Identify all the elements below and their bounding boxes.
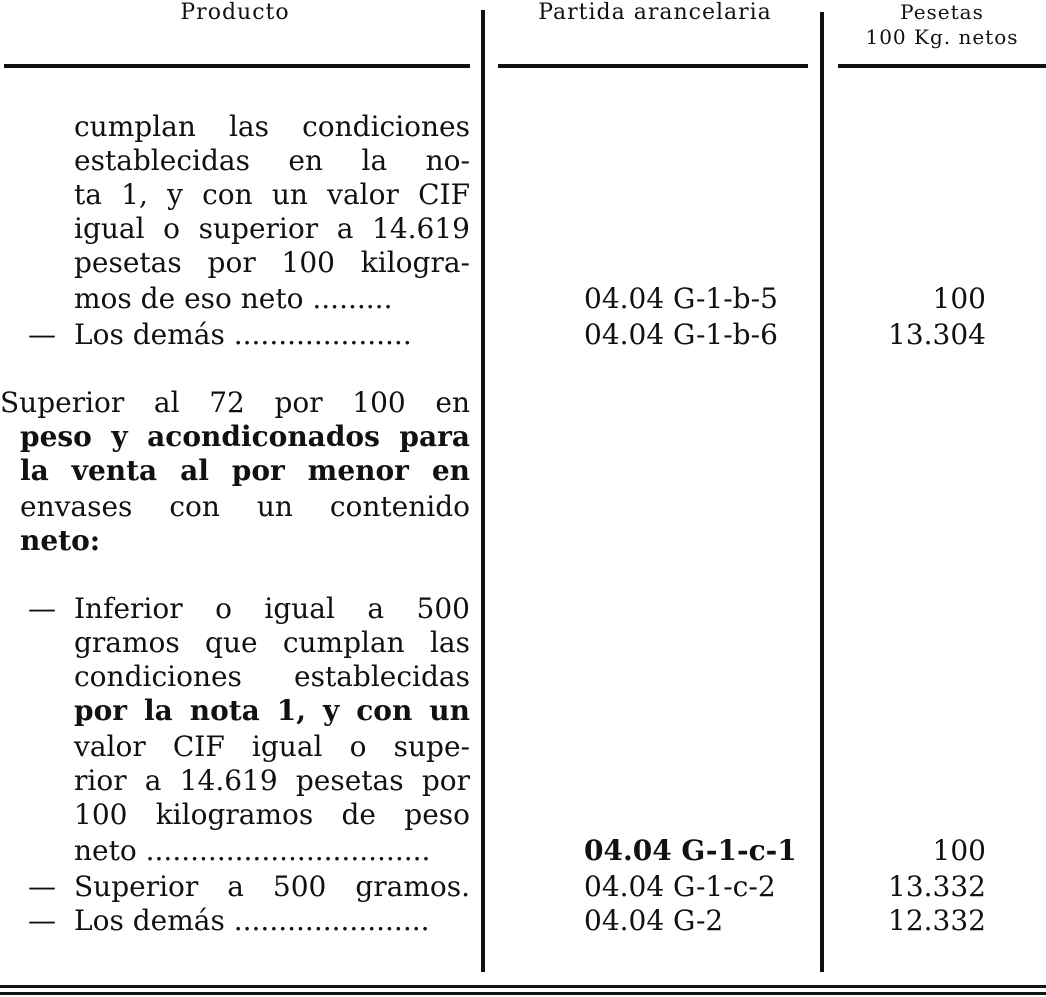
- column-header-partida: Partida arancelaria: [538, 0, 772, 25]
- text-line: Superior al 72 por 100 en: [0, 386, 470, 419]
- text-line: mos de eso neto .........: [74, 282, 393, 315]
- text-line: neto ................................: [74, 834, 431, 867]
- header-rule-pesetas: [838, 64, 1046, 68]
- partida-code: 04.04 G-1-c-1: [584, 834, 797, 867]
- partida-code: 04.04 G-1-c-2: [584, 870, 776, 903]
- bottom-rule-bottom: [0, 992, 1046, 995]
- text-line: peso y acondiconados para: [20, 420, 470, 453]
- text-line: Inferior o igual a 500: [74, 592, 470, 625]
- dash-bullet: —: [28, 904, 56, 937]
- text-line: por la nota 1, y con un: [74, 694, 470, 727]
- text-line: la venta al por menor en: [20, 454, 470, 487]
- header-rule-producto: [4, 64, 470, 68]
- bottom-rule-top: [0, 985, 1046, 988]
- column-divider-1: [481, 10, 485, 972]
- price-value: 100: [932, 282, 986, 315]
- price-value: 12.332: [888, 904, 986, 937]
- dash-bullet: —: [28, 870, 56, 903]
- text-line: 100 kilogramos de peso: [74, 798, 470, 831]
- column-header-producto: Producto: [180, 0, 290, 25]
- dash-bullet: —: [28, 318, 56, 351]
- text-line: Los demás ......................: [74, 904, 430, 937]
- pesetas-line-2: 100 Kg. netos: [865, 25, 1019, 49]
- text-line: neto:: [20, 524, 101, 557]
- column-header-pesetas: [838, 0, 1046, 50]
- text-line: Superior a 500 gramos.: [74, 870, 470, 903]
- text-line: valor CIF igual o supe-: [74, 730, 470, 763]
- pesetas-line-1: Pesetas: [900, 0, 984, 24]
- header-rule-partida: [498, 64, 808, 68]
- text-line: gramos que cumplan las: [74, 626, 470, 659]
- text-line: rior a 14.619 pesetas por: [74, 764, 470, 797]
- column-divider-2: [820, 12, 824, 972]
- text-line: envases con un contenido: [20, 490, 470, 523]
- partida-code: 04.04 G-1-b-5: [584, 282, 778, 315]
- price-value: 13.304: [888, 318, 986, 351]
- text-line: cumplan las condiciones: [74, 110, 470, 143]
- text-line: ta 1, y con un valor CIF: [74, 178, 470, 211]
- partida-code: 04.04 G-2: [584, 904, 724, 937]
- text-line: igual o superior a 14.619: [74, 212, 470, 245]
- text-line: pesetas por 100 kilogra-: [74, 246, 470, 279]
- price-value: 100: [932, 834, 986, 867]
- text-line: Los demás ....................: [74, 318, 412, 351]
- dash-bullet: —: [28, 592, 56, 625]
- partida-code: 04.04 G-1-b-6: [584, 318, 778, 351]
- text-line: condiciones establecidas: [74, 660, 470, 693]
- price-value: 13.332: [888, 870, 986, 903]
- text-line: establecidas en la no-: [74, 144, 470, 177]
